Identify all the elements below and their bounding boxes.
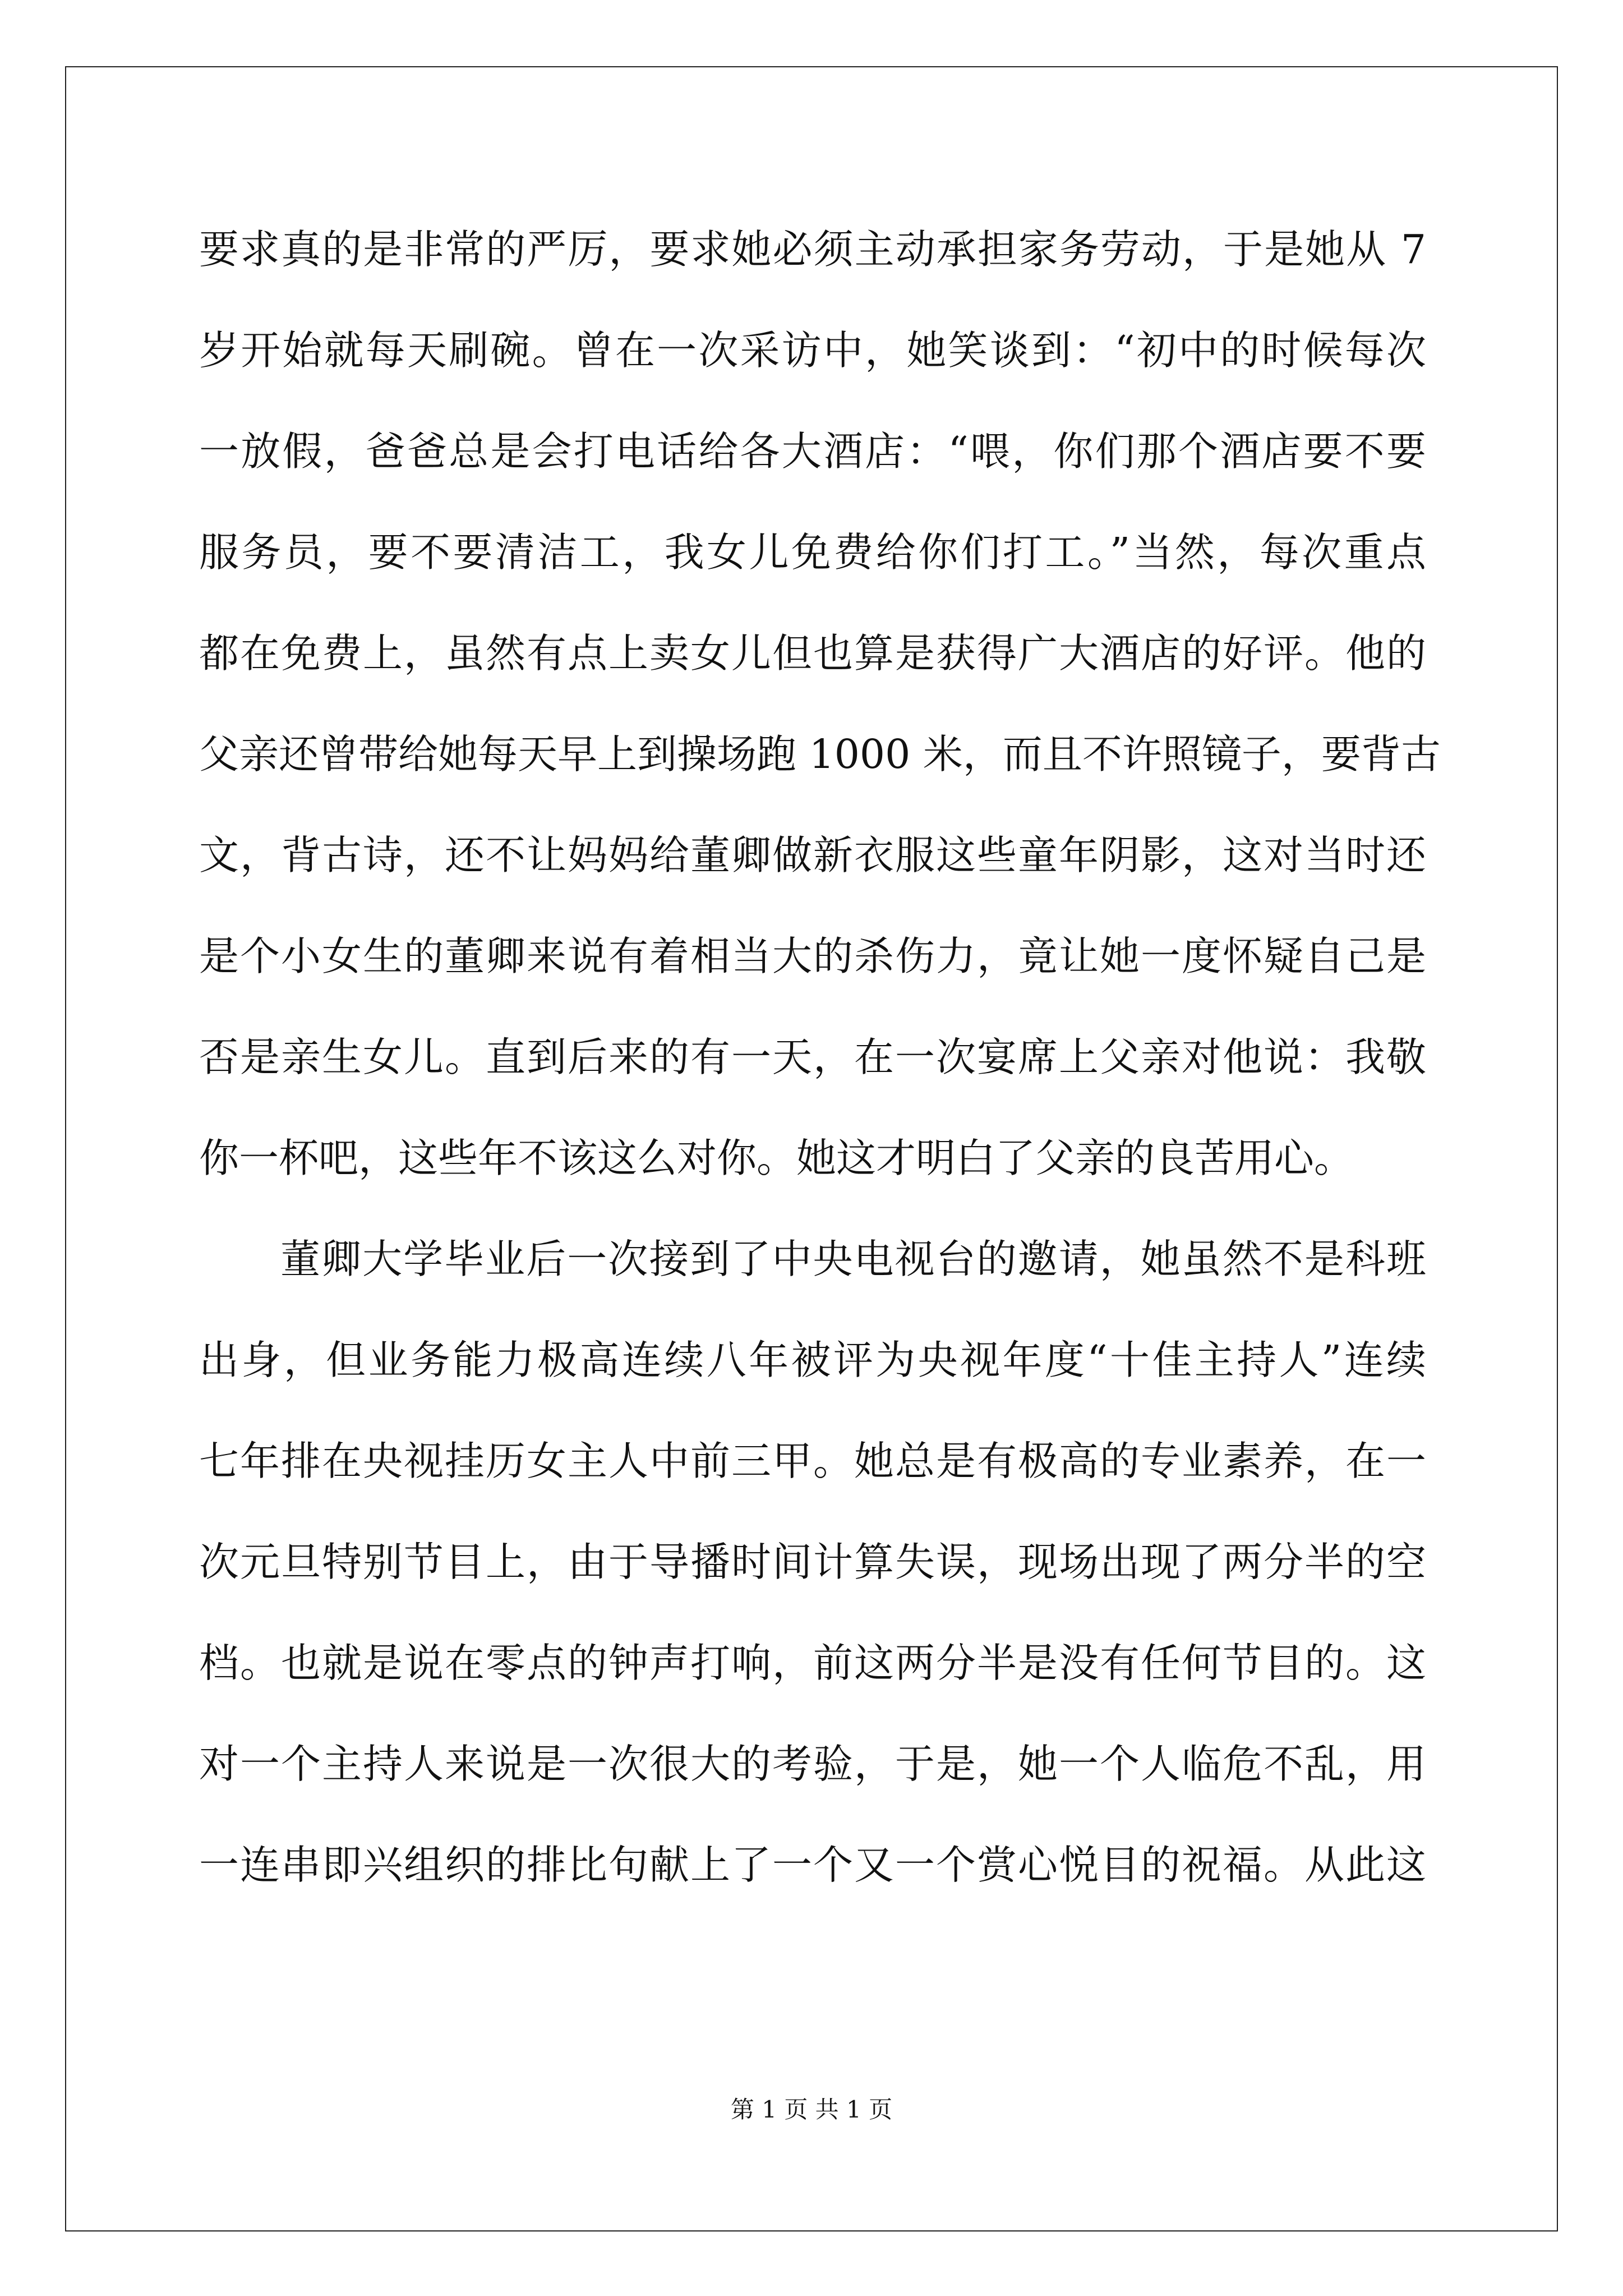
text-line-13: 七年排在央视挂历女主人中前三甲。她总是有极高的专业素养，在一 xyxy=(199,1438,1426,1484)
text-line-3: 一放假，爸爸总是会打电话给各大酒店：“喂，你们那个酒店要不要 xyxy=(199,428,1426,475)
text-line-16: 对一个主持人来说是一次很大的考验，于是，她一个人临危不乱，用 xyxy=(199,1741,1426,1787)
text-line-17: 一连串即兴组织的排比句献上了一个又一个赏心悦目的祝福。从此这 xyxy=(199,1842,1426,1888)
text-line-5: 都在免费上，虽然有点上卖女儿但也算是获得广大酒店的好评。他的 xyxy=(199,630,1426,677)
text-line-6: 父亲还曾带给她每天早上到操场跑 1000 米，而且不许照镜子，要背古 xyxy=(199,731,1441,777)
text-line-12: 出身，但业务能力极高连续八年被评为央视年度“十佳主持人”连续 xyxy=(199,1337,1426,1383)
paragraph-2-first-line: 董卿大学毕业后一次接到了中央电视台的邀请，她虽然不是科班 xyxy=(280,1236,1426,1282)
text-line-10: 你一杯吧，这些年不该这么对你。她这才明白了父亲的良苦用心。 xyxy=(199,1135,1354,1181)
text-line-9: 否是亲生女儿。直到后来的有一天，在一次宴席上父亲对他说：我敬 xyxy=(199,1034,1426,1080)
text-line-15: 档。也就是说在零点的钟声打响，前这两分半是没有任何节目的。这 xyxy=(199,1640,1426,1686)
text-line-4: 服务员，要不要清洁工，我女儿免费给你们打工。”当然，每次重点 xyxy=(199,529,1426,576)
text-line-7: 文，背古诗，还不让妈妈给董卿做新衣服这些童年阴影，这对当时还 xyxy=(199,832,1426,878)
page-footer: 第 1 页 共 1 页 xyxy=(730,2096,893,2123)
text-line-14: 次元旦特别节目上，由于导播时间计算失误，现场出现了两分半的空 xyxy=(199,1539,1426,1585)
text-line-1: 要求真的是非常的严厉，要求她必须主动承担家务劳动，于是她从 7 xyxy=(199,226,1426,273)
text-line-2: 岁开始就每天刷碗。曾在一次采访中，她笑谈到：“初中的时候每次 xyxy=(199,327,1426,374)
text-line-8: 是个小女生的董卿来说有着相当大的杀伤力，竟让她一度怀疑自己是 xyxy=(199,933,1426,979)
